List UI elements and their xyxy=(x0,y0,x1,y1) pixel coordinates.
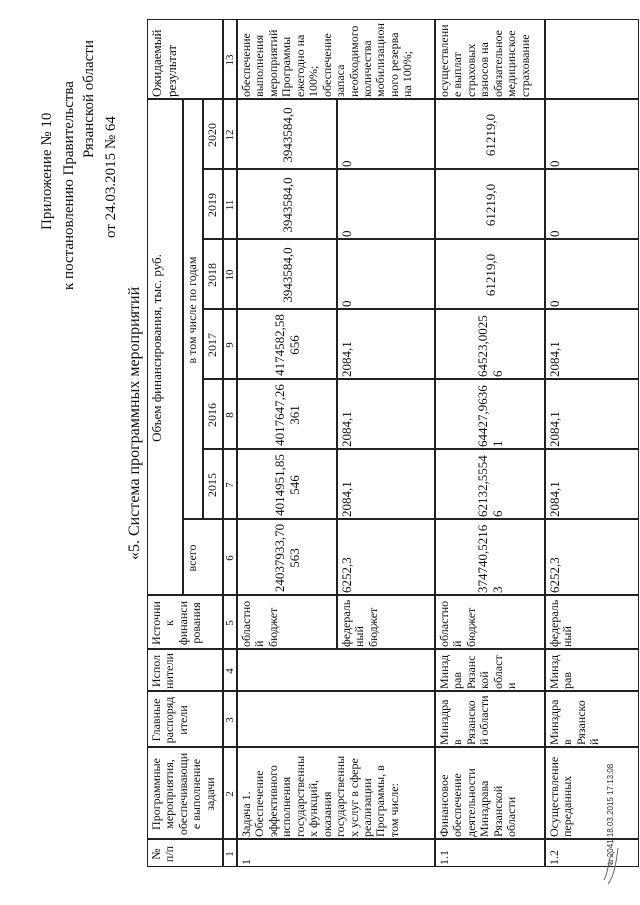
row-year-value: 4174582,58656 xyxy=(237,309,337,379)
column-number: 2 xyxy=(223,747,237,839)
row-source: областной бюджет xyxy=(435,595,545,649)
row-year-value: 4014951,85546 xyxy=(237,449,337,519)
row-year-value: 3943584,0 xyxy=(237,99,337,169)
header-result: Ожидаемый результат xyxy=(147,19,223,99)
row-year-value: 2084,1 xyxy=(545,449,639,519)
row-measure: Финансовое обеспечение деятельности Минздрава Рязанской области xyxy=(435,747,545,839)
row-measure: Задача 1. Обеспечение эффективного исполнения государственных функций, оказания государственных услуг в сфере реализации Программы, в том числе: xyxy=(237,747,435,839)
column-number: 7 xyxy=(223,449,237,519)
row-year-value: 2084,1 xyxy=(337,379,435,449)
row-source: областной бюджет xyxy=(237,595,337,649)
column-number: 3 xyxy=(223,691,237,747)
row-manager: Минздрав Рязанской области xyxy=(435,691,545,747)
row-year-value: 3943584,0 xyxy=(237,169,337,239)
row-year-value: 61219,0 xyxy=(435,239,545,309)
appendix-date: от 24.03.2015 № 64 xyxy=(103,116,119,238)
appendix-line2: к постановлению Правительства xyxy=(61,81,77,290)
row-executor xyxy=(237,649,435,691)
row-total: 24037933,70563 xyxy=(237,519,337,595)
column-number: 11 xyxy=(223,169,237,239)
row-year-value: 62132,55546 xyxy=(435,449,545,519)
row-year-value: 3943584,0 xyxy=(237,239,337,309)
row-year-value: 0 xyxy=(337,239,435,309)
row-year-value: 0 xyxy=(545,99,639,169)
row-total: 374740,52163 xyxy=(435,519,545,595)
row-total: 6252,3 xyxy=(337,519,435,595)
column-number: 1 xyxy=(223,839,237,867)
row-year-value: 2084,1 xyxy=(337,309,435,379)
row-result: осуществление выплат страховых взносов на обязательное медицинское страхование xyxy=(435,19,545,99)
row-number: 1 xyxy=(237,839,435,867)
column-number: 5 xyxy=(223,595,237,649)
appendix-number: Приложение № 10 xyxy=(39,112,55,230)
header-measures: Программные мероприятия, обеспечивающие выполнение задачи xyxy=(147,747,223,839)
header-year: 2017 xyxy=(203,309,223,379)
header-by-year: в том числе по годам xyxy=(183,99,203,519)
rotated-table xyxy=(148,20,640,868)
column-number: 10 xyxy=(223,239,237,309)
row-year-value: 64523,00256 xyxy=(435,309,545,379)
row-measure: Осуществление переданных xyxy=(545,747,639,839)
column-number: 12 xyxy=(223,99,237,169)
header-num: № п/п xyxy=(147,839,223,867)
row-year-value: 0 xyxy=(545,239,639,309)
row-manager xyxy=(237,691,435,747)
header-managers: Главные распорядители xyxy=(147,691,223,747)
row-source: федеральный xyxy=(545,595,639,649)
row-executor: Минздрав Рязанской области xyxy=(435,649,545,691)
header-executors: Исполнители xyxy=(147,649,223,691)
column-number: 4 xyxy=(223,649,237,691)
header-total: всего xyxy=(183,519,223,595)
handwritten-mark xyxy=(600,840,622,886)
row-year-value: 4017647,26361 xyxy=(237,379,337,449)
row-year-value: 61219,0 xyxy=(435,169,545,239)
section-title: «5. Система программных мероприятий xyxy=(126,286,143,560)
appendix-line3: Рязанской области xyxy=(81,40,97,158)
row-total: 6252,3 xyxy=(545,519,639,595)
header-year: 2019 xyxy=(203,169,223,239)
registration-stamp: № 2041 18.03.2015 17:13:08 xyxy=(606,763,615,868)
row-year-value: 0 xyxy=(337,169,435,239)
column-number: 8 xyxy=(223,379,237,449)
row-year-value: 64427,96361 xyxy=(435,379,545,449)
row-year-value: 0 xyxy=(545,169,639,239)
column-number: 9 xyxy=(223,309,237,379)
header-year: 2015 xyxy=(203,449,223,519)
header-year: 2016 xyxy=(203,379,223,449)
column-number: 6 xyxy=(223,519,237,595)
header-year: 2020 xyxy=(203,99,223,169)
column-number: 13 xyxy=(223,19,237,99)
row-year-value: 61219,0 xyxy=(435,99,545,169)
row-result xyxy=(545,19,639,99)
row-number: 1.1 xyxy=(435,839,545,867)
row-year-value: 2084,1 xyxy=(337,449,435,519)
header-source: Источник финансирования xyxy=(147,595,223,649)
row-executor: Минздрав xyxy=(545,649,639,691)
row-year-value: 2084,1 xyxy=(545,309,639,379)
row-year-value: 2084,1 xyxy=(545,379,639,449)
row-result: обеспечение выполнения мероприятий Программы ежегодно на 100%; обеспечение запаса необходимого количества мобилизационного резерва на 100%; xyxy=(237,19,435,99)
row-manager: Минздрав Рязанской xyxy=(545,691,639,747)
header-volume: Объем финансирования, тыс. руб. xyxy=(147,99,183,595)
row-source: федеральный бюджет xyxy=(337,595,435,649)
header-year: 2018 xyxy=(203,239,223,309)
row-year-value: 0 xyxy=(337,99,435,169)
row-number: 1.2 xyxy=(545,839,639,867)
